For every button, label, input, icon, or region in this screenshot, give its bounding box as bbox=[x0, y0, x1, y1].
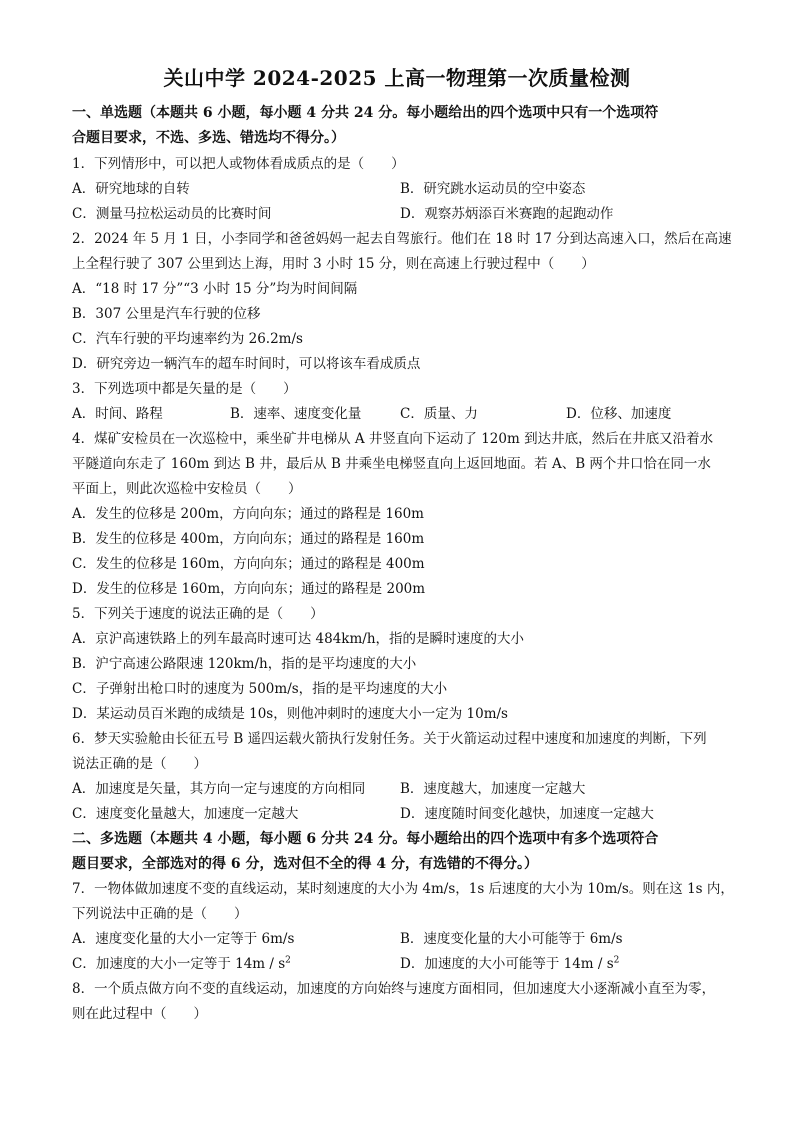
q1-stem: 1．下列情形中，可以把人或物体看成质点的是（ ） bbox=[72, 156, 405, 172]
q1-option-d: D．观察苏炳添百米赛跑的起跑动作 bbox=[400, 206, 614, 222]
q4-option-d: D．发生的位移是 160m，方向向东；通过的路程是 200m bbox=[72, 581, 426, 597]
q1-option-c: C．测量马拉松运动员的比赛时间 bbox=[72, 206, 272, 222]
q7-option-c-exponent: 2 bbox=[285, 955, 291, 966]
q4-stem-line3: 平面上，则此次巡检中安检员（ ） bbox=[72, 481, 302, 497]
q3-stem: 3．下列选项中都是矢量的是（ ） bbox=[72, 381, 297, 397]
q5-option-a: A．京沪高速铁路上的列车最高时速可达 484km/h，指的是瞬时速度的大小 bbox=[72, 631, 525, 647]
q7-option-c bbox=[72, 954, 291, 974]
q5-option-b: B．沪宁高速公路限速 120km/h，指的是平均速度的大小 bbox=[72, 656, 417, 672]
q6-option-b: B．速度越大，加速度一定越大 bbox=[400, 781, 586, 797]
q6-option-d: D．速度随时间变化越快，加速度一定越大 bbox=[400, 806, 654, 822]
q2-option-d: D．研究旁边一辆汽车的超车时间时，可以将该车看成质点 bbox=[72, 356, 421, 372]
q7-stem-line1: 7．一物体做加速度不变的直线运动，某时刻速度的大小为 4m/s，1s 后速度的大小为 10m/s。则在这 1s 内， bbox=[72, 881, 734, 897]
q2-stem-line2: 上全程行驶了 307 公里到达上海，用时 3 小时 15 分，则在高速上行驶过程中（ ） bbox=[72, 256, 595, 272]
q5-option-d: D．某运动员百米跑的成绩是 10s，则他冲刺时的速度大小一定为 10m/s bbox=[72, 706, 508, 722]
q2-stem-line1: 2．2024 年 5 月 1 日，小李同学和爸爸妈妈一起去自驾旅行。他们在 18 时 17 分到达高速入口，然后在高速 bbox=[72, 231, 732, 247]
q6-stem-line2: 说法正确的是（ ） bbox=[72, 756, 207, 772]
q5-option-c: C．子弹射出枪口时的速度为 500m/s，指的是平均速度的大小 bbox=[72, 681, 448, 697]
q3-option-d: D．位移、加速度 bbox=[566, 406, 672, 422]
q4-option-c: C．发生的位移是 160m，方向向东；通过的路程是 400m bbox=[72, 556, 425, 572]
section1-heading-line1: 一、单选题（本题共 6 小题，每小题 4 分共 24 分。每小题给出的四个选项中只有一个选项符 bbox=[72, 105, 659, 121]
q7-stem-line2: 下列说法中正确的是（ ） bbox=[72, 906, 248, 922]
q6-option-a: A．加速度是矢量，其方向一定与速度的方向相同 bbox=[72, 781, 366, 797]
q3-option-c: C．质量、力 bbox=[400, 406, 478, 422]
q8-stem-line1: 8．一个质点做方向不变的直线运动，加速度的方向始终与速度方面相同，但加速度大小逐渐减小直至为零， bbox=[72, 981, 716, 997]
q4-stem-line2: 平隧道向东走了 160m 到达 B 井，最后从 B 井乘坐电梯竖直向上返回地面。若 A、B 两个井口恰在同一水 bbox=[72, 456, 711, 472]
q8-stem-line2: 则在此过程中（ ） bbox=[72, 1006, 207, 1022]
q7-option-d bbox=[400, 954, 619, 974]
q4-option-a: A．发生的位移是 200m，方向向东；通过的路程是 160m bbox=[72, 506, 424, 522]
section2-heading-line2: 题目要求，全部选对的得 6 分，选对但不全的得 4 分，有选错的不得分。） bbox=[72, 856, 538, 872]
q7-option-c-text: C．加速度的大小一定等于 14m / s bbox=[72, 956, 286, 972]
q6-option-c: C．速度变化量越大，加速度一定越大 bbox=[72, 806, 299, 822]
q4-stem-line1: 4．煤矿安检员在一次巡检中，乘坐矿井电梯从 A 井竖直向下运动了 120m 到达井底，然后在井底又沿着水 bbox=[72, 431, 714, 447]
section2-heading-line1: 二、多选题（本题共 4 小题，每小题 6 分共 24 分。每小题给出的四个选项中有多个选项符合 bbox=[72, 831, 659, 847]
q2-option-c: C．汽车行驶的平均速率约为 26.2m/s bbox=[72, 331, 303, 347]
exam-title: 关山中学 2024-2025 上高一物理第一次质量检测 bbox=[163, 66, 631, 90]
q2-option-b: B．307 公里是汽车行驶的位移 bbox=[72, 306, 261, 322]
q1-option-b: B．研究跳水运动员的空中姿态 bbox=[400, 181, 586, 197]
q1-option-a: A．研究地球的自转 bbox=[72, 181, 190, 197]
q2-option-a: A．“18 时 17 分”“3 小时 15 分”均为时间间隔 bbox=[72, 281, 358, 297]
q7-option-d-text: D．加速度的大小可能等于 14m / s bbox=[400, 956, 614, 972]
section1-heading-line2: 合题目要求，不选、多选、错选均不得分。） bbox=[72, 130, 345, 146]
q6-stem-line1: 6．梦天实验舱由长征五号 B 遥四运载火箭执行发射任务。关于火箭运动过程中速度和加速度的判断，下列 bbox=[72, 731, 707, 747]
q7-option-d-exponent: 2 bbox=[613, 955, 620, 966]
q7-option-b: B．速度变化量的大小可能等于 6m/s bbox=[400, 931, 623, 947]
q3-option-a: A．时间、路程 bbox=[72, 406, 163, 422]
q4-option-b: B．发生的位移是 400m，方向向东；通过的路程是 160m bbox=[72, 531, 425, 547]
q7-option-a: A．速度变化量的大小一定等于 6m/s bbox=[72, 931, 295, 947]
q3-option-b: B．速率、速度变化量 bbox=[230, 406, 362, 422]
q5-stem: 5．下列关于速度的说法正确的是（ ） bbox=[72, 606, 324, 622]
